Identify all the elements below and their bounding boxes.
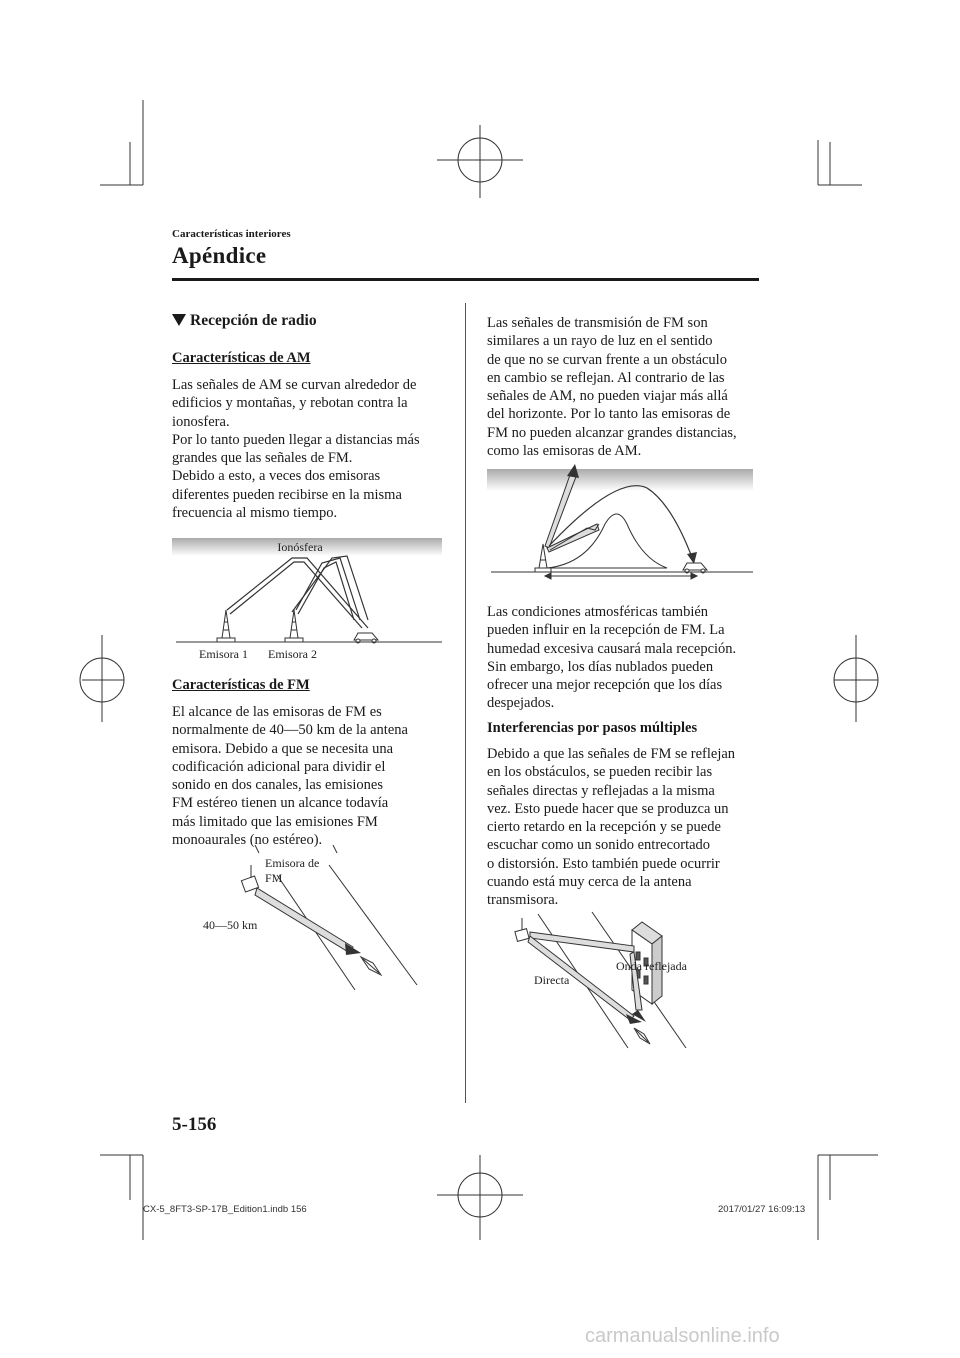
multipath-text: Debido a que las señales de FM se reflejan en los obstáculos, se pueden recibir las señales directas y reflejadas a la misma vez. Esto puede hacer que se produzca un cierto retardo en la recepción y se puede escuchar como un sonido entrecortado o distorsión. Esto también puede ocurrir cuando está muy cerca de la antena transmisora. [487, 746, 736, 909]
am-reception-diagram [172, 528, 444, 664]
signal-arrowhead [345, 943, 361, 955]
section-title-text: Recepción de radio [190, 312, 317, 329]
fm-text: El alcance de las emisoras de FM es normalmente de 40—50 km de la antena emisora. Debido a que se necesita una codificación adicional para dividir el sonido en dos canales, las emisiones FM estéreo tienen un alcance todavía más limitado que las emisiones FM monoaurales (no estéreo). [172, 704, 408, 849]
car-icon [634, 1028, 650, 1044]
station2-label: Emisora 2 [268, 647, 317, 661]
distance-arrow [545, 573, 697, 579]
section-title [172, 312, 317, 330]
multipath-diagram [500, 910, 745, 1050]
station1-label: Emisora 1 [199, 647, 248, 661]
footer-timestamp: 2017/01/27 16:09:13 [718, 1204, 806, 1215]
fm-station-label: FM [265, 871, 283, 885]
station1-tower-icon [217, 610, 235, 642]
triangle-bullet-icon [172, 314, 186, 326]
atmospheric-text: Las condiciones atmosféricas también pueden influir en la recepción de FM. La humedad excesiva causará mala recepción. Sin embargo, los días nublados pueden ofrecer una mejor recepción que los días despejados. [487, 604, 737, 712]
car-icon [361, 957, 381, 975]
chapter-title: Apéndice [172, 243, 267, 268]
station2-tower-icon [285, 610, 303, 642]
column-divider [465, 303, 466, 1103]
section-label: Características interiores [172, 228, 291, 240]
fm-propagation-text: Las señales de transmisión de FM son similares a un rayo de luz en el sentido de que no se curvan frente a un obstáculo en cambio se reflejan. Al contrario de las señales de AM, no pueden viajar más allá del horizonte. Por lo tanto las emisoras de FM no pueden alcanzar grandes distancias, como las emisoras de AM. [487, 315, 737, 460]
fm-range-diagram [195, 845, 430, 997]
page-number: 5-156 [172, 1114, 217, 1135]
fm-antenna-icon [241, 865, 258, 892]
watermark: carmanualsonline.info [585, 1325, 780, 1347]
direct-wave-label: Directa [534, 973, 570, 987]
header-rule [172, 278, 759, 281]
fm-am-propagation-diagram [487, 464, 755, 598]
ionosphere-label: Ionósfera [277, 540, 323, 554]
ionosphere-band [487, 469, 753, 491]
reflected-wave-label: Onda reflejada [616, 959, 687, 973]
fm-heading: Características de FM [172, 677, 310, 693]
transmitter-antenna-icon [515, 918, 529, 941]
fm-station-label: Emisora de [265, 856, 320, 870]
am-text: Las señales de AM se curvan alrededor de edificios y montañas, y rebotan contra la ionosfera. Por lo tanto pueden llegar a distancias más grandes que las señales de FM. Debido a esto, a veces dos emisoras diferentes pueden recibirse en la misma frecuencia al mismo tiempo. [172, 377, 420, 522]
multipath-heading: Interferencias por pasos múltiples [487, 720, 698, 736]
footer-file-info: CX-5_8FT3-SP-17B_Edition1.indb 156 [143, 1204, 307, 1215]
fm-signal-beam [255, 888, 353, 953]
am-heading: Características de AM [172, 350, 311, 366]
fm-range-label: 40—50 km [203, 918, 258, 932]
